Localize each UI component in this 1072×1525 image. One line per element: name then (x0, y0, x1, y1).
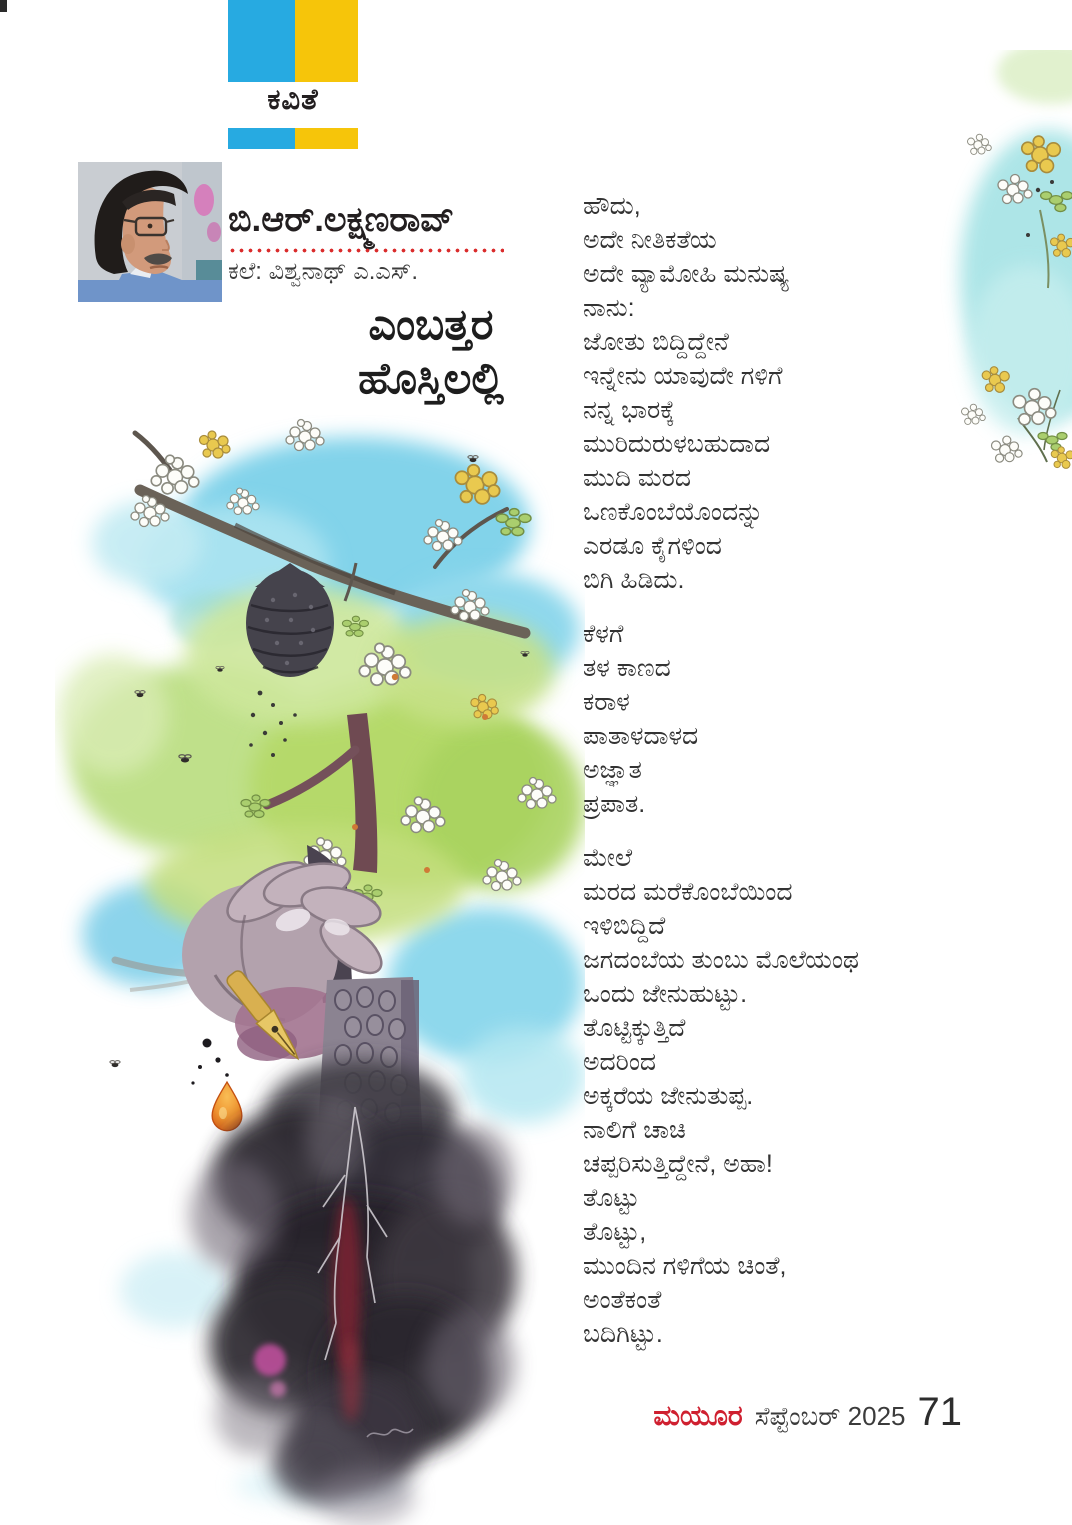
author-photo-image (78, 162, 222, 302)
poem-line: ನಾಲಿಗೆ ಚಾಚಿ (583, 1116, 686, 1144)
poem-line: ಪ್ರಪಾತ. (583, 790, 646, 818)
poem-text (583, 189, 1003, 1371)
poem-line: ಚಪ್ಪರಿಸುತ್ತಿದ್ದೇನೆ, ಅಹಾ! (583, 1150, 773, 1178)
poem-line: ಅಂತೆಕಂತೆ (583, 1286, 662, 1314)
poem-line: ನನ್ನ ಭಾರಕ್ಕೆ (583, 396, 675, 424)
tree-illustration-image (55, 415, 585, 1525)
poem-stanza (583, 189, 1003, 597)
header-blue-strip (228, 128, 295, 149)
header-yellow-strip (295, 128, 358, 149)
poem-line: ಮುರಿದುರುಳಬಹುದಾದ (583, 430, 771, 458)
poem-line: ಕರಾಳ (583, 688, 630, 716)
poem-line: ಮೇಲೆ (583, 844, 633, 872)
red-dotted-rule (228, 247, 504, 254)
header-yellow-block (295, 0, 358, 82)
poem-line: ತಳ ಕಾಣದ (583, 654, 671, 682)
author-photo (78, 162, 222, 302)
poem-line: ಬದಿಗಿಟ್ಟು. (583, 1320, 663, 1348)
poem-line: ಬಿಗಿ ಹಿಡಿದು. (583, 566, 685, 594)
poem-line: ಅದೇ ವ್ಯಾಮೋಹಿ ಮನುಷ್ಯ (583, 260, 790, 288)
poem-line: ಇನ್ನೇನು ಯಾವುದೇ ಗಳಿಗೆ (583, 362, 783, 390)
poem-line: ತೊಟ್ಟು, (583, 1218, 647, 1246)
poem-title-line1: ಎಂಬತ್ತರ (368, 301, 494, 349)
section-label: ಕವಿತೆ (267, 84, 319, 116)
poem-line: ಮುಂದಿನ ಗಳಿಗೆಯ ಚಿಂತೆ, (583, 1252, 787, 1280)
poem-title (300, 298, 562, 406)
poem-line: ಅಜ್ಞಾತ (583, 756, 642, 784)
poem-title-line2: ಹೊಸ್ತಿಲಲ್ಲಿ (358, 355, 504, 403)
author-name: ಬಿ.ಆರ್.ಲಕ್ಷ್ಮಣರಾವ್ (228, 200, 455, 239)
page-footer (653, 1390, 962, 1435)
poem-line: ನಾನು: (583, 294, 635, 322)
issue-date: ಸೆಪ್ಟೆಂಬರ್ 2025 (754, 1401, 906, 1431)
poem-line: ಎರಡೂ ಕೈಗಳಿಂದ (583, 532, 722, 560)
poem-stanza (583, 841, 1003, 1351)
poem-line: ಒಂದು ಜೇನುಹುಟ್ಟು. (583, 980, 748, 1008)
poem-line: ಇಳಿಬಿದ್ದಿದೆ (583, 912, 666, 940)
poem-line: ತೊಟ್ಟು (583, 1184, 640, 1212)
poem-line: ಮರದ ಮರೆಕೊಂಬೆಯಿಂದ (583, 878, 793, 906)
poem-line: ಒಣಕೊಂಬೆಯೊಂದನ್ನು (583, 498, 764, 526)
poem-line: ಕೆಳಗೆ (583, 620, 624, 648)
poem-stanza (583, 617, 1003, 821)
tree-illustration (55, 415, 585, 1525)
page-number: 71 (917, 1390, 962, 1434)
poem-line: ಅದೇ ನೀತಿಕತೆಯ (583, 226, 717, 254)
artist-credit: ಕಲೆ: ವಿಶ್ವನಾಥ್ ಎ.ಎಸ್. (228, 258, 419, 285)
header-blue-block (228, 0, 295, 82)
print-corner-mark (0, 0, 7, 12)
poem-line: ಪಾತಾಳದಾಳದ (583, 722, 699, 750)
poem-line: ಜೋತು ಬಿದ್ದಿದ್ದೇನೆ (583, 328, 729, 356)
poem-line: ಹೌದು, (583, 192, 641, 220)
poem-line: ಅದರಿಂದ (583, 1048, 657, 1076)
poem-line: ಮುದಿ ಮರದ (583, 464, 691, 492)
poem-line: ತೊಟ್ಟಿಕ್ಕುತ್ತಿದೆ (583, 1014, 686, 1042)
magazine-name: ಮಯೂರ (653, 1400, 743, 1431)
poem-line: ಅಕ್ಕರೆಯ ಜೇನುತುಪ್ಪ. (583, 1082, 754, 1110)
poem-line: ಜಗದಂಬೆಯ ತುಂಬು ಮೊಲೆಯಂಥ (583, 946, 860, 974)
